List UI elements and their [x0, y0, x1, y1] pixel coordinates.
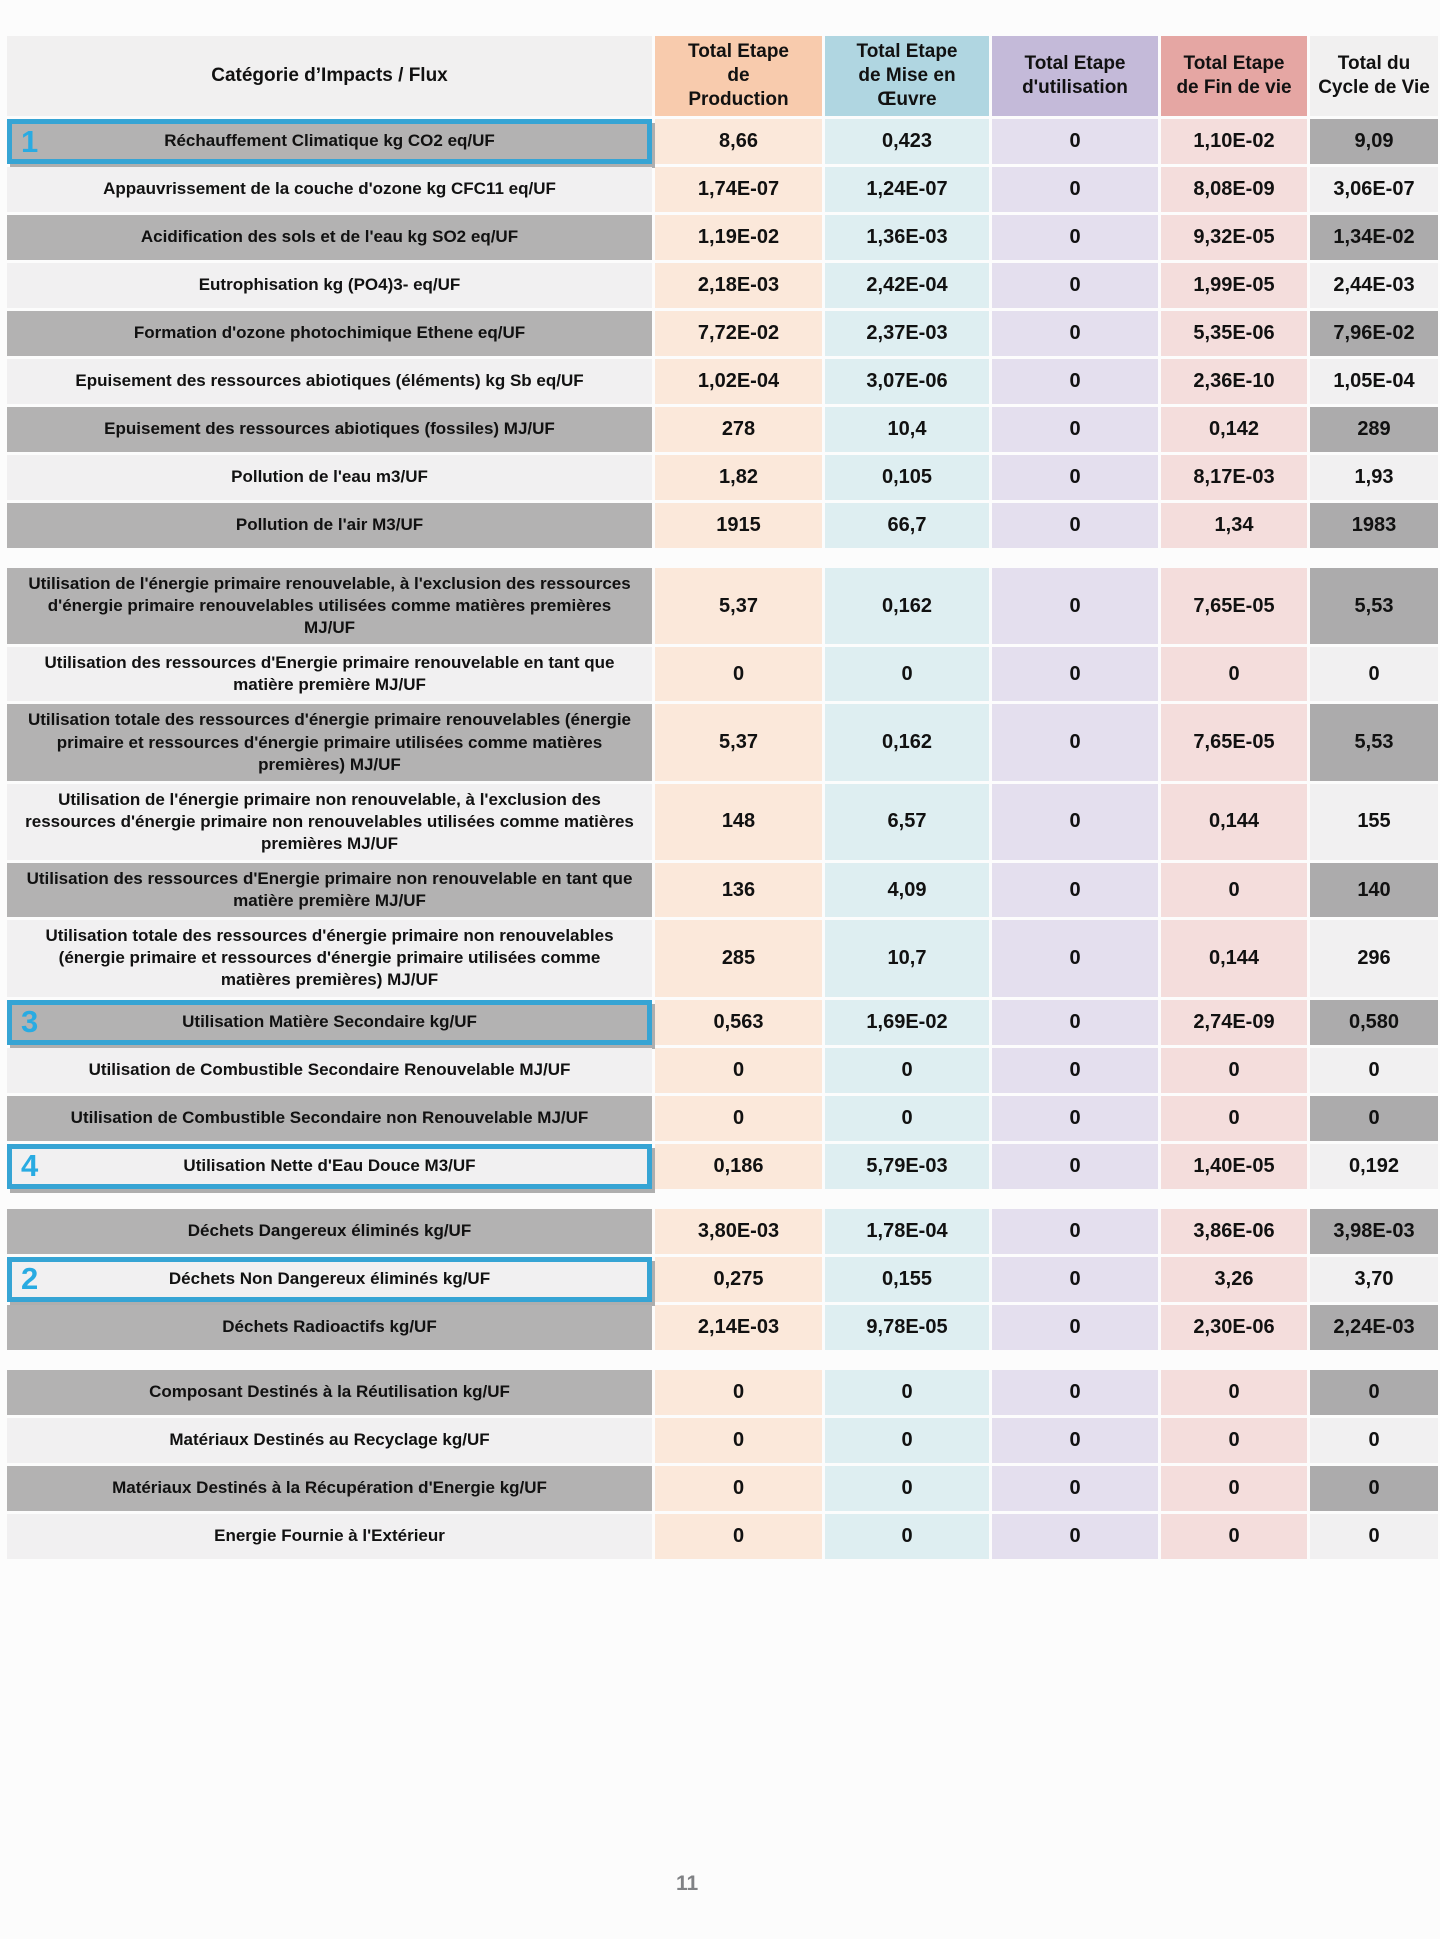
value-cell: 0	[1161, 647, 1307, 701]
value-cell: 0	[992, 784, 1158, 860]
value-cell: 1,82	[655, 455, 822, 500]
table-row	[7, 1418, 1438, 1463]
table-row	[7, 407, 1438, 452]
value-cell: 0	[992, 1209, 1158, 1254]
row-label-text: Déchets Dangereux éliminés kg/UF	[187, 1220, 472, 1240]
value-cell: 8,17E-03	[1161, 455, 1307, 500]
table-row	[7, 215, 1438, 260]
value-cell: 0	[1161, 1048, 1307, 1093]
value-cell: 9,78E-05	[825, 1305, 989, 1350]
value-cell: 0	[992, 1370, 1158, 1415]
value-cell: 6,57	[825, 784, 989, 860]
value-cell: 0	[992, 119, 1158, 164]
column-header-utilisation-label: Total Etape d'utilisation	[1022, 52, 1128, 98]
table-row	[7, 1370, 1438, 1415]
row-label-text: Utilisation des ressources d'Energie primaire non renouvelable en tant que matière première MJ/UF	[26, 869, 633, 911]
row-label	[7, 359, 652, 404]
value-cell: 3,98E-03	[1310, 1209, 1438, 1254]
row-label-text: Déchets Non Dangereux éliminés kg/UF	[168, 1268, 491, 1288]
value-cell: 0	[825, 1048, 989, 1093]
value-cell: 3,86E-06	[1161, 1209, 1307, 1254]
value-cell: 1,02E-04	[655, 359, 822, 404]
value-cell: 0	[825, 1466, 989, 1511]
value-cell: 0	[992, 647, 1158, 701]
table-section-3	[7, 1209, 1438, 1350]
value-cell: 0	[655, 1370, 822, 1415]
value-cell: 0	[992, 407, 1158, 452]
row-label	[7, 1209, 652, 1254]
row-label	[7, 1514, 652, 1559]
value-cell: 289	[1310, 407, 1438, 452]
value-cell: 0,144	[1161, 784, 1307, 860]
row-label	[7, 920, 652, 996]
value-cell: 1,34E-02	[1310, 215, 1438, 260]
value-cell: 1,36E-03	[825, 215, 989, 260]
value-cell: 0	[1161, 1418, 1307, 1463]
value-cell: 2,44E-03	[1310, 263, 1438, 308]
value-cell: 0	[992, 311, 1158, 356]
value-cell: 7,96E-02	[1310, 311, 1438, 356]
value-cell: 4,09	[825, 863, 989, 917]
value-cell: 278	[655, 407, 822, 452]
value-cell: 0	[655, 1048, 822, 1093]
row-label-text: Utilisation des ressources d'Energie primaire renouvelable en tant que matière première MJ/UF	[44, 653, 615, 695]
row-label-text: Epuisement des ressources abiotiques (éléments) kg Sb eq/UF	[75, 371, 584, 391]
value-cell: 2,18E-03	[655, 263, 822, 308]
value-cell: 0	[992, 568, 1158, 644]
value-cell: 0	[825, 1418, 989, 1463]
value-cell: 10,4	[825, 407, 989, 452]
value-cell: 0	[992, 920, 1158, 996]
column-header-cycle-de-vie-label: Total du Cycle de Vie	[1318, 52, 1430, 98]
value-cell: 2,74E-09	[1161, 1000, 1307, 1045]
row-label	[7, 784, 652, 860]
value-cell: 0	[992, 1305, 1158, 1350]
table-row	[7, 167, 1438, 212]
value-cell: 1,78E-04	[825, 1209, 989, 1254]
value-cell: 0	[825, 1370, 989, 1415]
annotation-number: 4	[21, 1147, 39, 1183]
value-cell: 1,10E-02	[1161, 119, 1307, 164]
value-cell: 0,192	[1310, 1144, 1438, 1189]
value-cell: 3,06E-07	[1310, 167, 1438, 212]
row-label	[7, 1370, 652, 1415]
value-cell: 0	[992, 1000, 1158, 1045]
value-cell: 3,07E-06	[825, 359, 989, 404]
value-cell: 136	[655, 863, 822, 917]
row-label	[7, 1305, 652, 1350]
value-cell: 0,162	[825, 568, 989, 644]
annotation-number: 1	[21, 123, 39, 159]
value-cell: 0,142	[1161, 407, 1307, 452]
value-cell: 5,35E-06	[1161, 311, 1307, 356]
value-cell: 2,42E-04	[825, 263, 989, 308]
value-cell: 2,36E-10	[1161, 359, 1307, 404]
table-row	[7, 503, 1438, 548]
row-label-text: Matériaux Destinés au Recyclage kg/UF	[169, 1429, 490, 1449]
value-cell: 0,423	[825, 119, 989, 164]
row-label-text: Déchets Radioactifs kg/UF	[222, 1316, 437, 1336]
value-cell: 0	[1310, 1418, 1438, 1463]
value-cell: 0	[992, 863, 1158, 917]
value-cell: 1915	[655, 503, 822, 548]
column-header-production	[655, 36, 822, 116]
table-row	[7, 1096, 1438, 1141]
row-label-text: Pollution de l'eau m3/UF	[231, 467, 428, 487]
value-cell: 1,24E-07	[825, 167, 989, 212]
value-cell: 2,14E-03	[655, 1305, 822, 1350]
impacts-table	[7, 36, 1438, 1579]
value-cell: 155	[1310, 784, 1438, 860]
table-row	[7, 263, 1438, 308]
value-cell: 0,186	[655, 1144, 822, 1189]
annotation-number: 2	[21, 1260, 39, 1296]
value-cell: 0,563	[655, 1000, 822, 1045]
value-cell: 3,70	[1310, 1257, 1438, 1302]
column-header-category: Catégorie d’Impacts / Flux	[7, 36, 652, 116]
value-cell: 0	[1161, 1514, 1307, 1559]
table-row	[7, 455, 1438, 500]
table-row	[7, 1209, 1438, 1254]
value-cell: 1,74E-07	[655, 167, 822, 212]
row-label-text: Matériaux Destinés à la Récupération d'Energie kg/UF	[112, 1477, 547, 1497]
value-cell: 0	[992, 455, 1158, 500]
value-cell: 3,26	[1161, 1257, 1307, 1302]
value-cell: 0	[655, 1466, 822, 1511]
table-row	[7, 1000, 1438, 1045]
value-cell: 0,275	[655, 1257, 822, 1302]
value-cell: 1,69E-02	[825, 1000, 989, 1045]
value-cell: 1,19E-02	[655, 215, 822, 260]
row-label	[7, 863, 652, 917]
row-label	[7, 1048, 652, 1093]
value-cell: 0	[1161, 1370, 1307, 1415]
value-cell: 8,66	[655, 119, 822, 164]
row-label	[7, 263, 652, 308]
value-cell: 0	[655, 1096, 822, 1141]
value-cell: 2,37E-03	[825, 311, 989, 356]
value-cell: 0	[655, 1514, 822, 1559]
row-label-text: Composant Destinés à la Réutilisation kg/UF	[149, 1381, 510, 1401]
row-label-text: Formation d'ozone photochimique Ethene eq/UF	[133, 323, 526, 343]
value-cell: 2,24E-03	[1310, 1305, 1438, 1350]
column-header-mise-en-oeuvre-label: Total Etape de Mise en Œuvre	[856, 40, 958, 111]
value-cell: 0	[1161, 1466, 1307, 1511]
value-cell: 140	[1310, 863, 1438, 917]
value-cell: 5,53	[1310, 568, 1438, 644]
row-label-text: Utilisation de l'énergie primaire renouvelable, à l'exclusion des ressources d'énergie primaire renouvelables utilisées comme matières premières MJ/UF	[28, 574, 631, 638]
value-cell: 7,65E-05	[1161, 704, 1307, 780]
value-cell: 0	[655, 1418, 822, 1463]
column-header-fin-de-vie-label: Total Etape de Fin de vie	[1176, 52, 1292, 98]
table-row	[7, 119, 1438, 164]
value-cell: 0,580	[1310, 1000, 1438, 1045]
row-label	[7, 568, 652, 644]
row-label-text: Energie Fournie à l'Extérieur	[214, 1525, 445, 1545]
value-cell: 285	[655, 920, 822, 996]
row-label-text: Epuisement des ressources abiotiques (fossiles) MJ/UF	[104, 419, 555, 439]
row-label	[7, 167, 652, 212]
row-label-text: Acidification des sols et de l'eau kg SO2 eq/UF	[140, 227, 519, 247]
value-cell: 5,53	[1310, 704, 1438, 780]
table-header-row	[7, 36, 1438, 116]
column-header-cycle-de-vie	[1310, 36, 1438, 116]
row-label	[7, 1096, 652, 1141]
table-body	[7, 119, 1438, 1559]
value-cell: 0	[825, 1514, 989, 1559]
value-cell: 0	[992, 1048, 1158, 1093]
value-cell: 5,79E-03	[825, 1144, 989, 1189]
table-row	[7, 1048, 1438, 1093]
row-label-text: Réchauffement Climatique kg CO2 eq/UF	[164, 131, 495, 151]
annotation-number: 3	[21, 1003, 39, 1039]
value-cell: 1983	[1310, 503, 1438, 548]
row-label	[7, 1257, 652, 1302]
value-cell: 0	[992, 167, 1158, 212]
row-label	[7, 119, 652, 164]
value-cell: 5,37	[655, 704, 822, 780]
value-cell: 9,09	[1310, 119, 1438, 164]
value-cell: 0	[992, 1096, 1158, 1141]
value-cell: 1,05E-04	[1310, 359, 1438, 404]
value-cell: 0	[992, 704, 1158, 780]
value-cell: 0,105	[825, 455, 989, 500]
column-header-utilisation	[992, 36, 1158, 116]
value-cell: 0	[1310, 1514, 1438, 1559]
row-label-text: Utilisation totale des ressources d'énergie primaire non renouvelables (énergie primaire et ressources d'énergie primaire utilisées comme matières premières) MJ/UF	[45, 926, 614, 990]
row-label	[7, 455, 652, 500]
page-number: 11	[676, 1872, 699, 1895]
table-row	[7, 704, 1438, 780]
value-cell: 5,37	[655, 568, 822, 644]
row-label	[7, 1466, 652, 1511]
row-label-text: Utilisation Nette d'Eau Douce M3/UF	[183, 1155, 476, 1175]
value-cell: 0	[992, 359, 1158, 404]
row-label	[7, 503, 652, 548]
value-cell: 0,155	[825, 1257, 989, 1302]
table-row	[7, 1144, 1438, 1189]
row-label-text: Utilisation de Combustible Secondaire Renouvelable MJ/UF	[88, 1059, 571, 1079]
value-cell: 0	[992, 1144, 1158, 1189]
row-label	[7, 215, 652, 260]
table-row	[7, 568, 1438, 644]
value-cell: 0	[1310, 1370, 1438, 1415]
value-cell: 8,08E-09	[1161, 167, 1307, 212]
value-cell: 0	[1310, 1048, 1438, 1093]
value-cell: 0	[992, 263, 1158, 308]
value-cell: 0	[655, 647, 822, 701]
row-label	[7, 311, 652, 356]
row-label	[7, 647, 652, 701]
row-label-text: Utilisation de l'énergie primaire non renouvelable, à l'exclusion des ressources d'énergie primaire non renouvelables utilisées comme matières premières MJ/UF	[25, 789, 634, 853]
table-row	[7, 1305, 1438, 1350]
column-header-production-label: Total Etape de Production	[688, 40, 789, 111]
column-header-fin-de-vie	[1161, 36, 1307, 116]
value-cell: 0	[1161, 1096, 1307, 1141]
value-cell: 0,162	[825, 704, 989, 780]
value-cell: 10,7	[825, 920, 989, 996]
value-cell: 3,80E-03	[655, 1209, 822, 1254]
table-row	[7, 1514, 1438, 1559]
value-cell: 1,99E-05	[1161, 263, 1307, 308]
table-row	[7, 647, 1438, 701]
value-cell: 296	[1310, 920, 1438, 996]
row-label	[7, 1144, 652, 1189]
value-cell: 1,40E-05	[1161, 1144, 1307, 1189]
table-section-2	[7, 568, 1438, 1189]
row-label-text: Eutrophisation kg (PO4)3- eq/UF	[198, 275, 461, 295]
value-cell: 0	[825, 1096, 989, 1141]
row-label-text: Pollution de l'air M3/UF	[235, 515, 424, 535]
table-row	[7, 1466, 1438, 1511]
value-cell: 0	[1310, 647, 1438, 701]
value-cell: 0	[992, 1257, 1158, 1302]
value-cell: 7,65E-05	[1161, 568, 1307, 644]
table-row	[7, 311, 1438, 356]
value-cell: 0	[1310, 1096, 1438, 1141]
row-label-text: Utilisation Matière Secondaire kg/UF	[182, 1011, 477, 1031]
row-label	[7, 407, 652, 452]
value-cell: 9,32E-05	[1161, 215, 1307, 260]
column-header-mise-en-oeuvre	[825, 36, 989, 116]
table-row	[7, 784, 1438, 860]
table-section-4	[7, 1370, 1438, 1559]
table-row	[7, 920, 1438, 996]
value-cell: 2,30E-06	[1161, 1305, 1307, 1350]
value-cell: 148	[655, 784, 822, 860]
row-label-text: Utilisation totale des ressources d'énergie primaire renouvelables (énergie primaire et ressources d'énergie primaire utilisées comme matières premières) MJ/UF	[27, 710, 632, 774]
value-cell: 1,93	[1310, 455, 1438, 500]
value-cell: 0	[992, 1418, 1158, 1463]
table-row	[7, 1257, 1438, 1302]
value-cell: 0	[992, 215, 1158, 260]
value-cell: 0	[1161, 863, 1307, 917]
value-cell: 0	[992, 503, 1158, 548]
row-label	[7, 1418, 652, 1463]
row-label	[7, 704, 652, 780]
value-cell: 0	[992, 1514, 1158, 1559]
row-label-text: Appauvrissement de la couche d'ozone kg CFC11 eq/UF	[103, 179, 556, 199]
value-cell: 66,7	[825, 503, 989, 548]
value-cell: 0	[992, 1466, 1158, 1511]
value-cell: 0	[825, 647, 989, 701]
value-cell: 0	[1310, 1466, 1438, 1511]
value-cell: 1,34	[1161, 503, 1307, 548]
table-row	[7, 359, 1438, 404]
value-cell: 0,144	[1161, 920, 1307, 996]
row-label	[7, 1000, 652, 1045]
table-section-1	[7, 119, 1438, 548]
value-cell: 7,72E-02	[655, 311, 822, 356]
row-label-text: Utilisation de Combustible Secondaire non Renouvelable MJ/UF	[70, 1107, 589, 1127]
table-row	[7, 863, 1438, 917]
